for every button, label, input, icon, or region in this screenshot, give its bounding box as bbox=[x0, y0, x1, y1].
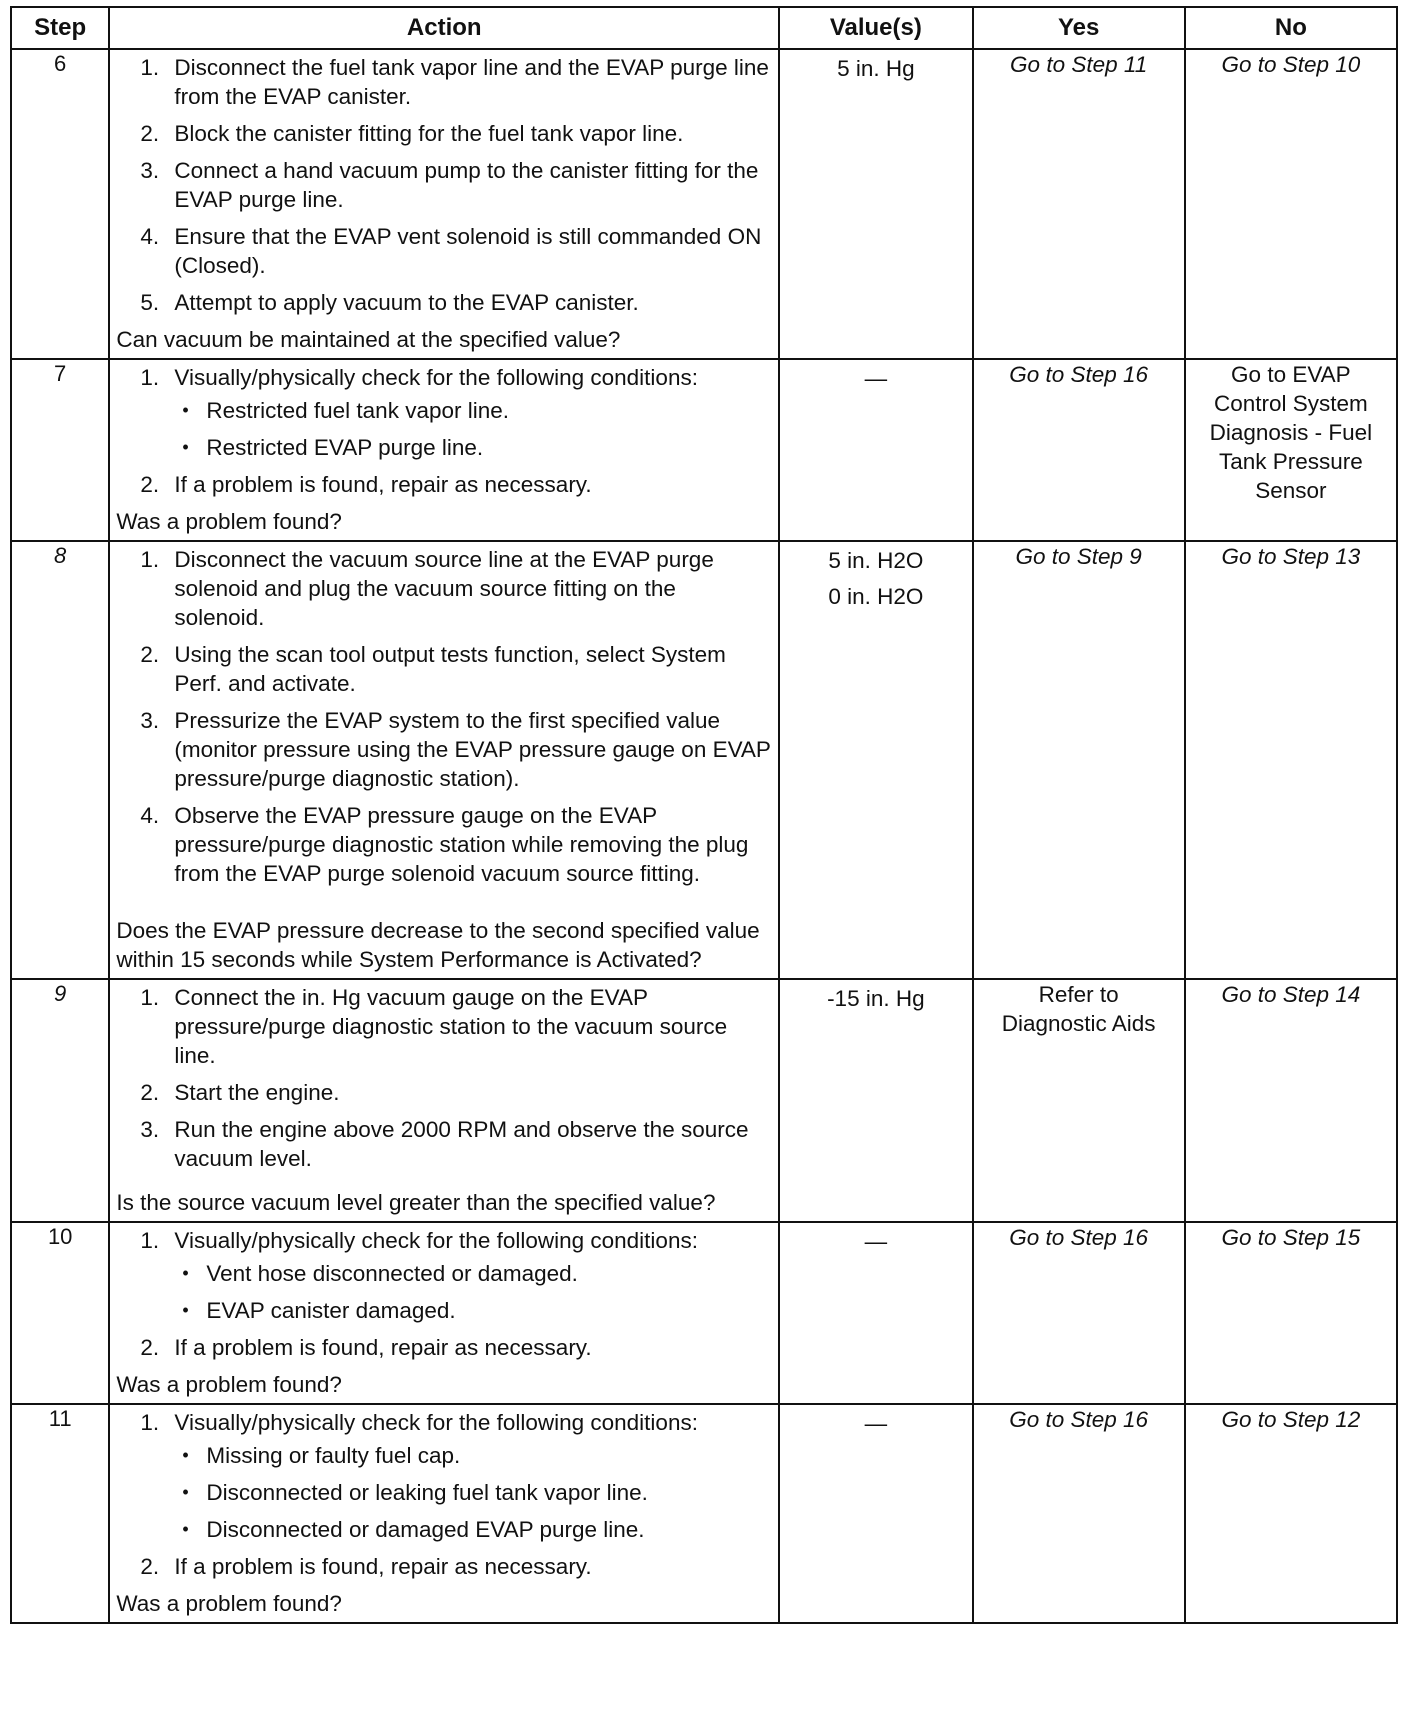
table-row bbox=[11, 1404, 1397, 1623]
no-action: Go to Step 15 bbox=[1221, 1225, 1361, 1250]
action-item-number: 1. bbox=[140, 365, 160, 390]
action-item-number: 3. bbox=[140, 708, 160, 733]
action-item-text: Visually/physically check for the following conditions: bbox=[174, 1228, 698, 1253]
action-cell bbox=[109, 1222, 779, 1404]
step-number: 11 bbox=[11, 1404, 109, 1623]
header-no: No bbox=[1185, 7, 1397, 49]
question-text: Is the source vacuum level greater than the specified value? bbox=[116, 1190, 716, 1215]
question-text: Does the EVAP pressure decrease to the second specified value within 15 seconds while System Performance is Activated? bbox=[116, 918, 760, 972]
value-text: 5 in. H2O bbox=[828, 548, 924, 573]
yes-cell bbox=[973, 359, 1185, 541]
condition-item: • EVAP canister damaged. bbox=[174, 1296, 772, 1325]
action-item-number: 3. bbox=[140, 158, 160, 183]
values-cell bbox=[779, 979, 972, 1222]
yes-cell bbox=[973, 979, 1185, 1222]
header-row bbox=[11, 7, 1397, 49]
action-item bbox=[116, 222, 772, 280]
action-list bbox=[116, 53, 772, 325]
table-row bbox=[11, 49, 1397, 359]
condition-item: • Missing or faulty fuel cap. bbox=[174, 1441, 772, 1470]
action-item-text: If a problem is found, repair as necessary. bbox=[174, 1554, 592, 1579]
question-text: Was a problem found? bbox=[116, 1372, 342, 1397]
action-item bbox=[116, 1115, 772, 1173]
action-item-number: 1. bbox=[140, 1228, 160, 1253]
action-list bbox=[116, 1226, 772, 1370]
action-list bbox=[116, 545, 772, 896]
action-item-number: 2. bbox=[140, 472, 160, 497]
step-number: 9 bbox=[11, 979, 109, 1222]
action-item-text: Block the canister fitting for the fuel tank vapor line. bbox=[174, 121, 684, 146]
step-number: 6 bbox=[11, 49, 109, 359]
action-cell bbox=[109, 359, 779, 541]
question-text: Was a problem found? bbox=[116, 509, 342, 534]
no-cell bbox=[1185, 541, 1397, 979]
action-item-number: 2. bbox=[140, 1080, 160, 1105]
action-item bbox=[116, 288, 772, 317]
action-item-text: Attempt to apply vacuum to the EVAP canister. bbox=[174, 290, 639, 315]
action-item-text: If a problem is found, repair as necessary. bbox=[174, 472, 592, 497]
action-list bbox=[116, 983, 772, 1181]
condition-item: • Disconnected or leaking fuel tank vapor line. bbox=[174, 1478, 772, 1507]
header-values: Value(s) bbox=[779, 7, 972, 49]
action-item-number: 1. bbox=[140, 547, 160, 572]
value-text: 0 in. H2O bbox=[828, 584, 924, 609]
action-item-number: 2. bbox=[140, 1554, 160, 1579]
yes-action: Refer to Diagnostic Aids bbox=[1001, 982, 1156, 1036]
action-item-number: 1. bbox=[140, 1410, 160, 1435]
yes-action: Go to Step 16 bbox=[1009, 362, 1149, 387]
action-item-text: Ensure that the EVAP vent solenoid is still commanded ON (Closed). bbox=[174, 224, 762, 278]
action-item bbox=[116, 470, 772, 499]
table-row bbox=[11, 979, 1397, 1222]
table-row bbox=[11, 359, 1397, 541]
header-action: Action bbox=[109, 7, 779, 49]
action-item-text: Start the engine. bbox=[174, 1080, 340, 1105]
action-item-number: 2. bbox=[140, 1335, 160, 1360]
yes-action: Go to Step 11 bbox=[1010, 52, 1148, 77]
value-text: 5 in. Hg bbox=[837, 56, 915, 81]
step-number: 8 bbox=[11, 541, 109, 979]
action-item-text: Connect a hand vacuum pump to the canister fitting for the EVAP purge line. bbox=[174, 158, 759, 212]
action-item-text: Using the scan tool output tests function, select System Perf. and activate. bbox=[174, 642, 726, 696]
action-item bbox=[116, 545, 772, 632]
action-item-text: Visually/physically check for the following conditions: bbox=[174, 1410, 698, 1435]
action-item-text: Run the engine above 2000 RPM and observe the source vacuum level. bbox=[174, 1117, 749, 1171]
action-item bbox=[116, 53, 772, 111]
value-text: — bbox=[864, 366, 888, 391]
yes-action: Go to Step 16 bbox=[1009, 1225, 1149, 1250]
question-text: Can vacuum be maintained at the specified value? bbox=[116, 327, 621, 352]
action-cell bbox=[109, 979, 779, 1222]
action-item bbox=[116, 640, 772, 698]
action-item bbox=[116, 1078, 772, 1107]
no-action: Go to Step 13 bbox=[1221, 544, 1361, 569]
no-cell bbox=[1185, 49, 1397, 359]
condition-list bbox=[174, 1259, 772, 1325]
action-list bbox=[116, 363, 772, 507]
action-item-number: 4. bbox=[140, 803, 160, 828]
condition-list bbox=[174, 396, 772, 462]
condition-item: • Vent hose disconnected or damaged. bbox=[174, 1259, 772, 1288]
no-action: Go to Step 14 bbox=[1221, 982, 1361, 1007]
yes-cell bbox=[973, 1404, 1185, 1623]
condition-list bbox=[174, 1441, 772, 1544]
table-row bbox=[11, 1222, 1397, 1404]
action-item-text: Pressurize the EVAP system to the first specified value (monitor pressure using the EVAP pressure gauge on EVAP pressure/purge diagnostic station). bbox=[174, 708, 771, 791]
step-number: 10 bbox=[11, 1222, 109, 1404]
step-number: 7 bbox=[11, 359, 109, 541]
action-cell bbox=[109, 1404, 779, 1623]
value-text: -15 in. Hg bbox=[827, 986, 925, 1011]
no-action: Go to Step 10 bbox=[1221, 52, 1361, 77]
no-cell bbox=[1185, 979, 1397, 1222]
action-item-number: 1. bbox=[140, 985, 160, 1010]
action-item bbox=[116, 1408, 772, 1544]
header-yes: Yes bbox=[973, 7, 1185, 49]
no-action: Go to Step 12 bbox=[1221, 1407, 1361, 1432]
action-item-number: 5. bbox=[140, 290, 160, 315]
action-item bbox=[116, 119, 772, 148]
diagnostic-table bbox=[10, 6, 1398, 1624]
action-item bbox=[116, 706, 772, 793]
condition-item: • Restricted EVAP purge line. bbox=[174, 433, 772, 462]
action-item-text: Disconnect the fuel tank vapor line and the EVAP purge line from the EVAP canister. bbox=[174, 55, 769, 109]
condition-item: • Disconnected or damaged EVAP purge line. bbox=[174, 1515, 772, 1544]
action-item bbox=[116, 1226, 772, 1325]
value-text: — bbox=[864, 1229, 888, 1254]
action-item bbox=[116, 156, 772, 214]
question-text: Was a problem found? bbox=[116, 1591, 342, 1616]
value-text: — bbox=[864, 1411, 888, 1436]
action-item bbox=[116, 1333, 772, 1362]
table-row bbox=[11, 541, 1397, 979]
no-action: Go to EVAP Control System Diagnosis - Fuel Tank Pressure Sensor bbox=[1209, 362, 1373, 503]
yes-cell bbox=[973, 1222, 1185, 1404]
action-item-text: If a problem is found, repair as necessary. bbox=[174, 1335, 592, 1360]
action-item-number: 2. bbox=[140, 642, 160, 667]
action-item bbox=[116, 801, 772, 888]
values-cell bbox=[779, 359, 972, 541]
header-step: Step bbox=[11, 7, 109, 49]
yes-cell bbox=[973, 541, 1185, 979]
action-item-text: Observe the EVAP pressure gauge on the EVAP pressure/purge diagnostic station while removing the plug from the EVAP purge solenoid vacuum source fitting. bbox=[174, 803, 749, 886]
action-item-text: Visually/physically check for the following conditions: bbox=[174, 365, 698, 390]
action-item-number: 1. bbox=[140, 55, 160, 80]
yes-cell bbox=[973, 49, 1185, 359]
no-cell bbox=[1185, 359, 1397, 541]
action-item-number: 4. bbox=[140, 224, 160, 249]
action-list bbox=[116, 1408, 772, 1589]
action-cell bbox=[109, 541, 779, 979]
yes-action: Go to Step 16 bbox=[1009, 1407, 1149, 1432]
no-cell bbox=[1185, 1404, 1397, 1623]
action-item-number: 2. bbox=[140, 121, 160, 146]
action-item bbox=[116, 1552, 772, 1581]
values-cell bbox=[779, 1404, 972, 1623]
action-cell bbox=[109, 49, 779, 359]
condition-item: • Restricted fuel tank vapor line. bbox=[174, 396, 772, 425]
values-cell bbox=[779, 1222, 972, 1404]
yes-action: Go to Step 9 bbox=[1015, 544, 1142, 569]
action-item bbox=[116, 363, 772, 462]
values-cell bbox=[779, 49, 972, 359]
values-cell bbox=[779, 541, 972, 979]
action-item-text: Disconnect the vacuum source line at the EVAP purge solenoid and plug the vacuum source fitting on the solenoid. bbox=[174, 547, 714, 630]
action-item-number: 3. bbox=[140, 1117, 160, 1142]
action-item-text: Connect the in. Hg vacuum gauge on the EVAP pressure/purge diagnostic station to the vacuum source line. bbox=[174, 985, 728, 1068]
no-cell bbox=[1185, 1222, 1397, 1404]
action-item bbox=[116, 983, 772, 1070]
